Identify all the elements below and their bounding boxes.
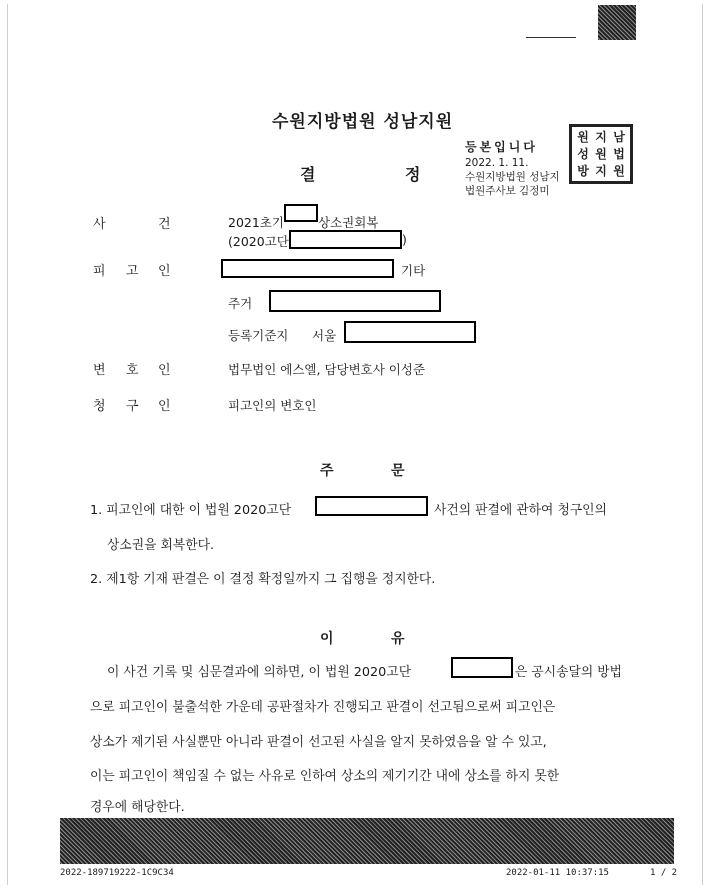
related-case-suffix: ) [402, 232, 407, 247]
seal-char: 지 [595, 130, 607, 145]
reason-line-3: 상소가 제기된 사실뿐만 아니라 판결이 선고된 사실을 알지 못하였음을 알 수 있고, [90, 735, 547, 750]
certified-office: 수원지방법원 성남지 [465, 171, 560, 183]
seal-char: 방 [577, 163, 589, 178]
doc-title-char-2: 정 [405, 165, 421, 184]
certified-clerk: 법원주사보 김정미 [465, 185, 550, 197]
counsel-label-1: 변 [93, 363, 106, 378]
reason-line-5: 경우에 해당한다. [90, 800, 185, 815]
case-number-prefix: 2021초기 [228, 215, 284, 230]
seal-char: 성 [577, 146, 589, 161]
order-item-1-b: 사건의 판결에 관하여 청구인의 [434, 503, 607, 518]
court-seal-stamp [569, 124, 633, 184]
case-label-a: 사 [93, 217, 106, 232]
defendant-label-3: 인 [158, 264, 171, 279]
registry-label: 등록기준지 [228, 328, 289, 343]
order-item-1-c: 상소권을 회복한다. [107, 538, 215, 553]
redaction-box [451, 657, 513, 678]
reason-line-1-b: 은 공시송달의 방법 [515, 665, 623, 680]
counsel-value: 법무법인 에스엘, 담당변호사 이성준 [228, 362, 426, 377]
page-number: 1 / 2 [650, 868, 678, 878]
top-rule [526, 37, 576, 38]
order-item-1-a: 1. 피고인에 대한 이 법원 2020고단 [90, 503, 292, 518]
barcode-top [598, 5, 636, 40]
order-heading-2: 문 [391, 463, 405, 479]
claimant-label-3: 인 [158, 399, 171, 414]
seal-char: 법 [613, 146, 625, 161]
seal-char: 원 [595, 146, 607, 161]
seal-char: 남 [613, 130, 625, 145]
redaction-box [344, 321, 476, 343]
reason-heading-2: 유 [391, 631, 405, 647]
claimant-value: 피고인의 변호인 [228, 398, 317, 413]
defendant-label-2: 고 [126, 264, 139, 279]
barcode-strip [60, 818, 674, 864]
certified-date: 2022. 1. 11. [465, 157, 529, 169]
registry-city: 서울 [312, 328, 337, 343]
counsel-label-2: 호 [126, 363, 139, 378]
redaction-box [315, 496, 428, 516]
redaction-box [284, 204, 318, 222]
reason-line-2: 으로 피고인이 불출석한 가운데 공판절차가 진행되고 판결이 선고됨으로써 피고인은 [90, 700, 556, 715]
reason-line-1-a: 이 사건 기록 및 심문결과에 의하면, 이 법원 2020고단 [107, 665, 412, 680]
seal-char: 원 [613, 163, 625, 178]
reason-heading-1: 이 [320, 631, 334, 647]
counsel-label-3: 인 [158, 363, 171, 378]
court-name: 수원지방법원 성남지원 [272, 112, 454, 132]
case-label-b: 건 [158, 217, 171, 232]
reason-line-4: 이는 피고인이 책임질 수 없는 사유로 인하여 상소의 제기기간 내에 상소를 하지 못한 [90, 769, 560, 784]
order-item-2: 2. 제1항 기재 판결은 이 결정 확정일까지 그 집행을 정지한다. [90, 572, 436, 587]
print-timestamp: 2022-01-11 10:37:15 [506, 868, 609, 878]
redaction-box [289, 230, 402, 249]
document-id: 2022-189719222-1C9C34 [60, 868, 174, 878]
defendant-suffix: 기타 [401, 263, 426, 278]
seal-char: 지 [595, 163, 607, 178]
case-name: 상소권회복 [318, 215, 379, 230]
defendant-label-1: 피 [93, 264, 106, 279]
redaction-box [221, 259, 394, 278]
related-case-prefix: (2020고단 [228, 234, 289, 249]
doc-title-char-1: 결 [300, 165, 316, 184]
claimant-label-2: 구 [126, 399, 139, 414]
order-heading-1: 주 [320, 463, 334, 479]
seal-char: 원 [577, 130, 589, 145]
claimant-label-1: 청 [93, 399, 106, 414]
certified-copy-label: 등본입니다 [465, 140, 538, 154]
redaction-box [269, 290, 441, 312]
address-label: 주거 [228, 296, 253, 311]
